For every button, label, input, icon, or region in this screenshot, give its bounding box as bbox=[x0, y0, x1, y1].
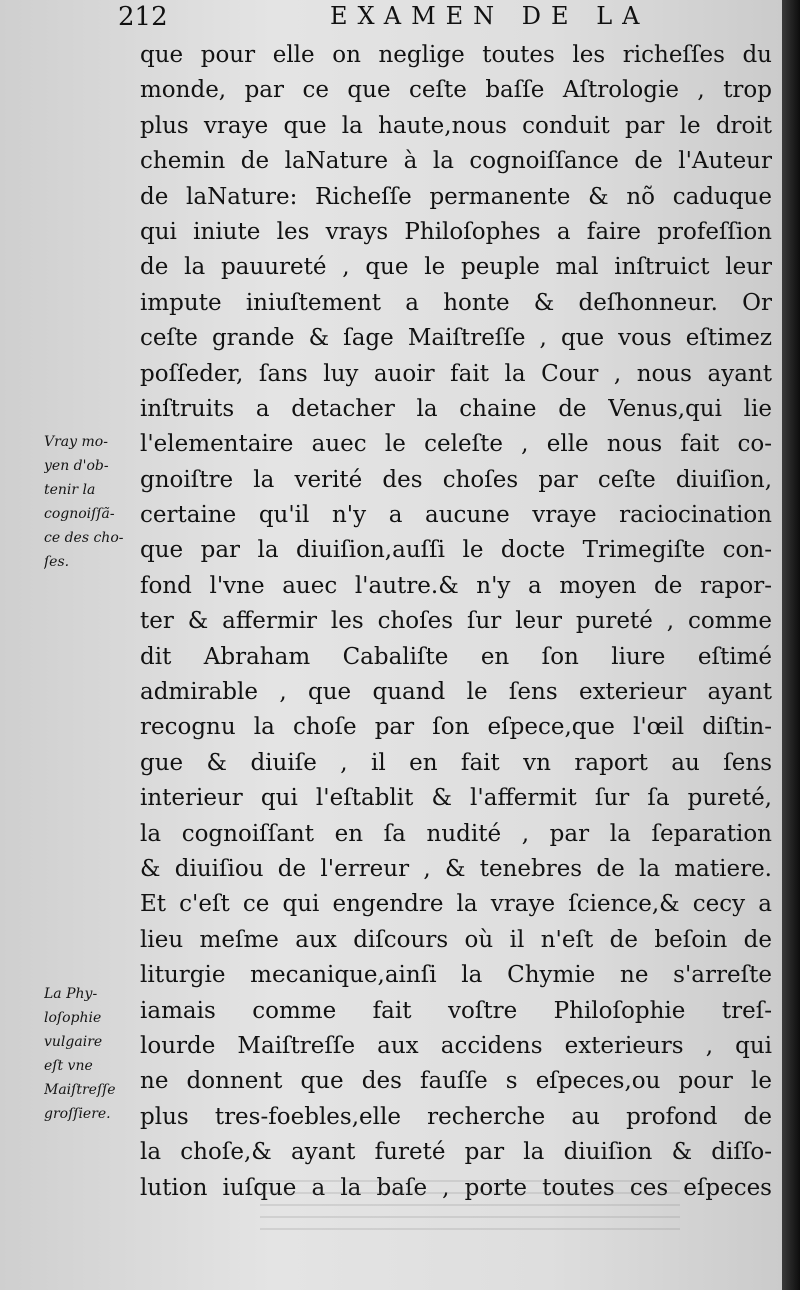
text-line: l'elementaire auec le celeſte , elle nous fait co- bbox=[140, 431, 772, 458]
text-line: poſſeder, ſans luy auoir fait la Cour , nous ayant bbox=[140, 360, 772, 387]
text-line: recognu la choſe par ſon eſpece,que l'œil diſtin- bbox=[140, 714, 772, 741]
text-line: dit Abraham Cabaliſte en ſon liure eſtimé bbox=[140, 643, 772, 670]
margin-note-line: tenir la bbox=[44, 482, 96, 498]
margin-note-line: cognoiſſã- bbox=[44, 506, 115, 522]
show-through-bleed bbox=[260, 1180, 680, 1240]
margin-note-vray-moyen bbox=[44, 430, 150, 574]
text-line: iamais comme fait voſtre Philoſophie treſ- bbox=[140, 997, 772, 1024]
margin-note-line: yen d'ob- bbox=[44, 458, 109, 474]
margin-note-line: vulgaire bbox=[44, 1034, 103, 1050]
text-line: monde, par ce que ceſte baſſe Aſtrologie , trop bbox=[140, 77, 772, 104]
text-line: de laNature: Richeſſe permanente & nõ caduque bbox=[140, 183, 772, 210]
text-line: lution iuſque a la baſe , porte toutes ces eſpeces bbox=[140, 1174, 772, 1201]
book-spine-edge bbox=[782, 0, 800, 1290]
text-line: la choſe,& ayant fureté par la diuiſion & diſſo- bbox=[140, 1139, 772, 1166]
margin-note-line: ſes. bbox=[44, 554, 70, 570]
text-line: admirable , que quand le ſens exterieur ayant bbox=[140, 679, 772, 706]
margin-note-line: loſophie bbox=[44, 1010, 102, 1026]
text-line: plus vraye que la haute,nous conduit par le droit bbox=[140, 112, 772, 139]
text-line: certaine qu'il n'y a aucune vraye raciocination bbox=[140, 502, 772, 529]
text-line: fond l'vne auec l'autre.& n'y a moyen de rapor- bbox=[140, 572, 772, 599]
text-line: & diuiſiou de l'erreur , & tenebres de la matiere. bbox=[140, 855, 772, 882]
text-line: inſtruits a detacher la chaine de Venus,qui lie bbox=[140, 395, 772, 422]
text-line: ter & affermir les choſes ſur leur pureté , comme bbox=[140, 608, 772, 635]
text-line: lourde Maiſtreſſe aux accidens exterieurs , qui bbox=[140, 1032, 772, 1059]
text-line: de la pauureté , que le peuple mal inſtruict leur bbox=[140, 254, 772, 281]
page-number: 212 bbox=[118, 2, 168, 32]
text-line: interieur qui l'eſtablit & l'affermit ſur ſa pureté, bbox=[140, 785, 772, 812]
main-text-block bbox=[140, 38, 772, 1206]
text-line: ne donnent que des fauſſe s eſpeces,ou pour le bbox=[140, 1068, 772, 1095]
text-line: la cognoiſſant en ſa nudité , par la ſeparation bbox=[140, 820, 772, 847]
text-line: qui iniute les vrays Philoſophes a faire profeſſion bbox=[140, 218, 772, 245]
margin-note-line: ce des cho- bbox=[44, 530, 124, 546]
text-line: chemin de laNature à la cognoiſſance de l'Auteur bbox=[140, 148, 772, 175]
text-line: gnoiſtre la verité des choſes par ceſte diuiſion, bbox=[140, 466, 772, 493]
text-line: liturgie mecanique,ainſi la Chymie ne s'arreſte bbox=[140, 962, 772, 989]
running-head: EXAMEN DE LA bbox=[330, 2, 650, 30]
margin-note-line: La Phy- bbox=[44, 986, 98, 1002]
margin-note-line: groſſiere. bbox=[44, 1106, 111, 1122]
text-line: que pour elle on neglige toutes les richeſſes du bbox=[140, 42, 772, 68]
margin-note-philosophie bbox=[44, 982, 150, 1126]
text-line: ceſte grande & ſage Maiſtreſſe , que vous eſtimez bbox=[140, 325, 772, 352]
text-line: lieu meſme aux diſcours où il n'eſt de beſoin de bbox=[140, 926, 772, 953]
text-line: Et c'eſt ce qui engendre la vraye ſcience,& cecy a bbox=[140, 891, 772, 918]
text-line: impute iniuſtement a honte & deſhonneur. Or bbox=[140, 289, 772, 316]
text-line: gue & diuiſe , il en fait vn raport au ſens bbox=[140, 749, 772, 776]
margin-note-line: Maiſtreſſe bbox=[44, 1082, 116, 1098]
margin-note-line: eſt vne bbox=[44, 1058, 93, 1074]
margin-note-line: Vray mo- bbox=[44, 434, 108, 450]
text-line: que par la diuiſion,auſſi le docte Trimegiſte con- bbox=[140, 537, 772, 564]
page-header bbox=[0, 0, 782, 36]
text-line: plus tres-foebles,elle recherche au profond de bbox=[140, 1103, 772, 1130]
